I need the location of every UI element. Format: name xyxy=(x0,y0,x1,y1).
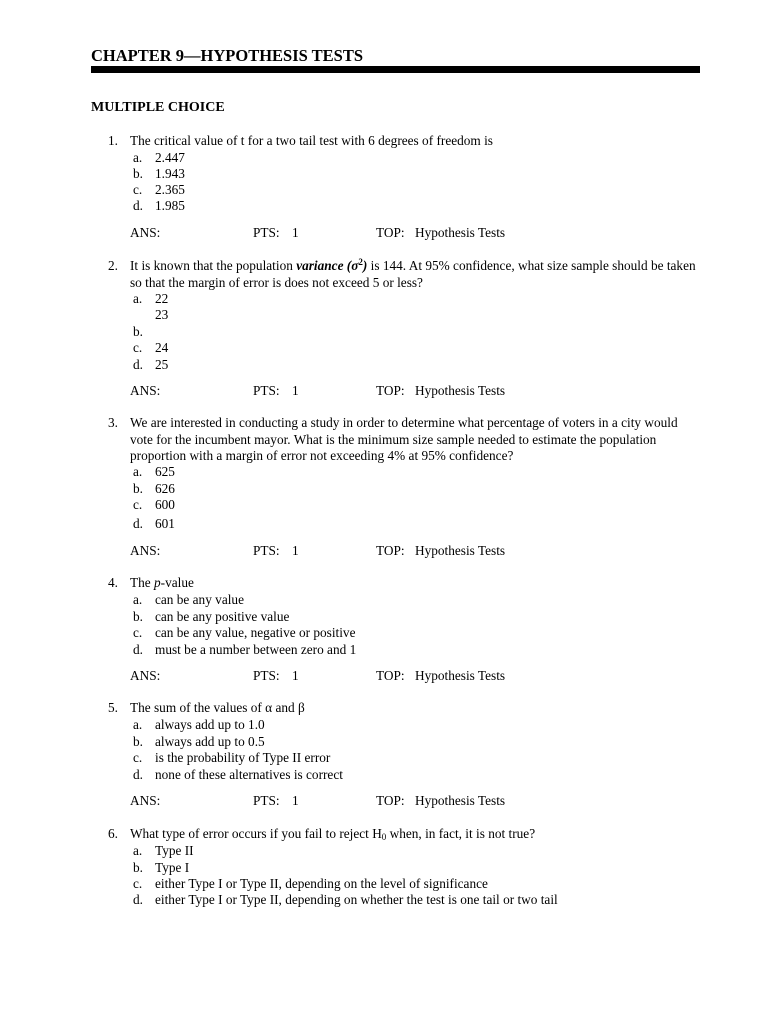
choice-letter: c. xyxy=(133,182,143,197)
choice-letter: b. xyxy=(133,166,143,181)
choice-letter: c. xyxy=(133,625,143,640)
choice-text: can be any positive value xyxy=(155,609,290,624)
pts-value: 1 xyxy=(292,793,299,808)
choice-letter: a. xyxy=(133,291,143,306)
question-number: 3. xyxy=(108,415,118,430)
choice-letter: c. xyxy=(133,497,143,512)
choice-text: Type II xyxy=(155,843,194,858)
choice-letter: d. xyxy=(133,767,143,782)
answer-meta-3 xyxy=(0,543,768,560)
choice-text: always add up to 1.0 xyxy=(155,717,265,732)
choice-letter: d. xyxy=(133,357,143,372)
question-stem: The critical value of t for a two tail test with 6 degrees of freedom is xyxy=(130,133,493,148)
choice-text: must be a number between zero and 1 xyxy=(155,642,357,657)
answer-meta-4 xyxy=(0,668,768,685)
topic-value: Hypothesis Tests xyxy=(415,383,506,398)
choice-text: 625 xyxy=(155,464,175,479)
question-stem: What type of error occurs if you fail to reject $H_0$ when, in fact, it is not true? xyxy=(130,826,536,842)
choice-letter: a. xyxy=(133,464,143,479)
question-stem: The sum of the values of α and β xyxy=(130,700,305,715)
choice-text: is the probability of Type II error xyxy=(155,750,331,765)
ans-label: ANS: xyxy=(130,668,161,683)
choice-letter: b. xyxy=(133,481,143,496)
answer-meta-1 xyxy=(0,225,768,242)
choice-text: 600 xyxy=(155,497,175,512)
pts-label: PTS: xyxy=(253,225,280,240)
topic-value: Hypothesis Tests xyxy=(415,793,506,808)
question-stem: The p-value xyxy=(130,575,194,590)
top-label: TOP: xyxy=(376,225,405,240)
choice-letter: c. xyxy=(133,876,143,891)
choice-letter: d. xyxy=(133,892,143,907)
choice-text: 1.985 xyxy=(155,198,185,213)
choice-text: can be any value, negative or positive xyxy=(155,625,356,640)
choice-text: 2.365 xyxy=(155,182,185,197)
choice-text: 1.943 xyxy=(155,166,185,181)
choice-letter: c. xyxy=(133,340,143,355)
pts-value: 1 xyxy=(292,383,299,398)
choice-letter: a. xyxy=(133,150,143,165)
pts-value: 1 xyxy=(292,225,299,240)
question-number: 2. xyxy=(108,258,118,273)
ans-label: ANS: xyxy=(130,383,161,398)
choice-text: always add up to 0.5 xyxy=(155,734,265,749)
pts-value: 1 xyxy=(292,668,299,683)
choice-letter: a. xyxy=(133,843,143,858)
choice-letter: a. xyxy=(133,717,143,732)
choice-text: none of these alternatives is correct xyxy=(155,767,343,782)
choice-letter: d. xyxy=(133,516,143,531)
question-number: 4. xyxy=(108,575,118,590)
choice-letter: a. xyxy=(133,592,143,607)
top-label: TOP: xyxy=(376,543,405,558)
ans-label: ANS: xyxy=(130,793,161,808)
section-title: MULTIPLE CHOICE xyxy=(91,100,225,115)
title-rule xyxy=(91,66,700,73)
pts-value: 1 xyxy=(292,543,299,558)
ans-label: ANS: xyxy=(130,543,161,558)
topic-value: Hypothesis Tests xyxy=(415,668,506,683)
topic-value: Hypothesis Tests xyxy=(415,543,506,558)
choice-text: 25 xyxy=(155,357,169,372)
choice-text: 2.447 xyxy=(155,150,185,165)
choice-letter: b. xyxy=(133,734,143,749)
pts-label: PTS: xyxy=(253,793,280,808)
top-label: TOP: xyxy=(376,383,405,398)
choice-text: Type I xyxy=(155,860,190,875)
choice-text: 24 xyxy=(155,340,169,355)
top-label: TOP: xyxy=(376,668,405,683)
question-number: 6. xyxy=(108,826,118,841)
question-stem: It is known that the population variance $(\sigma^2)$ is 144. At 95% confidence, what size sample should be taken so that the margin of error is does not exceed 5 or less? xyxy=(130,257,696,290)
choice-text: 601 xyxy=(155,516,175,531)
choice-letter: c. xyxy=(133,750,143,765)
choice-letter: b. xyxy=(133,860,143,875)
answer-meta-2 xyxy=(0,383,768,400)
choice-text: either Type I or Type II, depending on whether the test is one tail or two tail xyxy=(155,892,558,907)
top-label: TOP: xyxy=(376,793,405,808)
choice-letter: b. xyxy=(133,324,143,339)
pts-label: PTS: xyxy=(253,383,280,398)
question-stem: We are interested in conducting a study in order to determine what percentage of voters in a city would vote for the incumbent mayor. What is the minimum size sample needed to estimate the population proportion with a margin of error not exceeding 4% at 95% confidence? xyxy=(130,415,678,463)
choice-text: 23 xyxy=(155,307,169,322)
choice-letter: d. xyxy=(133,198,143,213)
choice-text: can be any value xyxy=(155,592,244,607)
choice-text: either Type I or Type II, depending on the level of significance xyxy=(155,876,488,891)
choice-text: 626 xyxy=(155,481,175,496)
choice-letter: b. xyxy=(133,609,143,624)
choice-letter: d. xyxy=(133,642,143,657)
answer-meta-5 xyxy=(0,793,768,810)
ans-label: ANS: xyxy=(130,225,161,240)
question-number: 1. xyxy=(108,133,118,148)
chapter-title: CHAPTER 9—HYPOTHESIS TESTS xyxy=(91,46,364,65)
choice-text: 22 xyxy=(155,291,169,306)
question-number: 5. xyxy=(108,700,118,715)
pts-label: PTS: xyxy=(253,668,280,683)
pts-label: PTS: xyxy=(253,543,280,558)
topic-value: Hypothesis Tests xyxy=(415,225,506,240)
